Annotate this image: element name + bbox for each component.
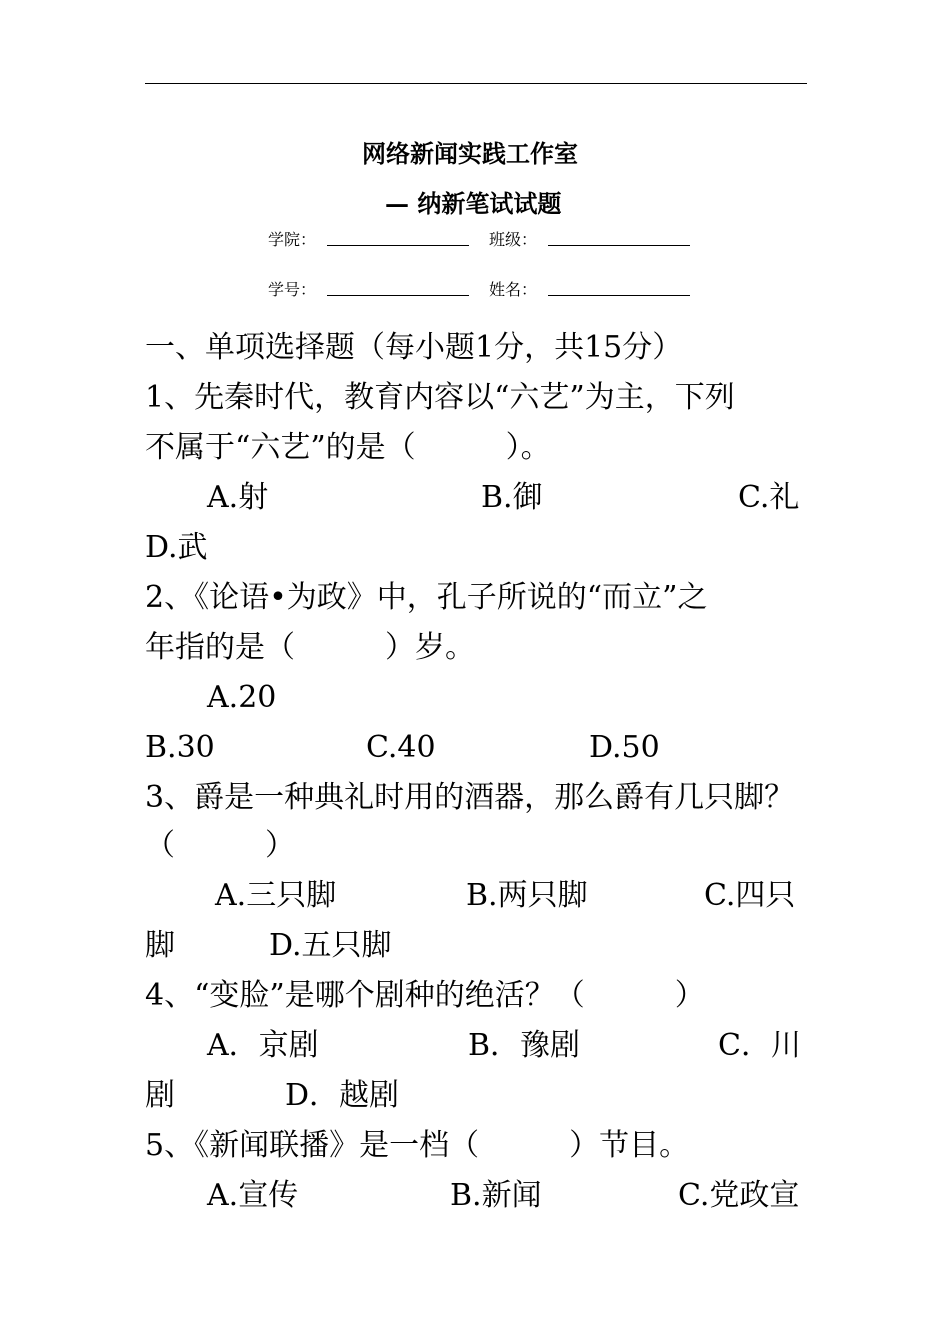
q4-option-d: D．越剧: [285, 1078, 400, 1113]
header-rule: [145, 83, 807, 84]
student-id-blank: [327, 295, 469, 296]
q3-option-c: C.四只: [704, 878, 796, 913]
document-subtitle: — 纳新笔试试题: [385, 189, 562, 218]
q5-option-b: B.新闻: [450, 1178, 542, 1213]
name-blank: [548, 295, 690, 296]
q2-option-a: A.20: [207, 680, 277, 715]
q1-option-c: C.礼: [738, 480, 800, 515]
section-heading: 一、单项选择题（每小题1分，共15分）: [145, 330, 683, 365]
q2-stem-line1: 2、《论语•为政》中，孔子所说的“而立”之: [145, 580, 708, 615]
q1-option-d: D.武: [145, 530, 208, 565]
document-title: 网络新闻实践工作室: [362, 139, 578, 168]
student-id-label: 学号：: [268, 280, 317, 299]
college-blank: [327, 245, 469, 246]
q2-option-c: C.40: [366, 730, 436, 765]
q2-stem-line2: 年指的是（ ）岁。: [145, 630, 475, 665]
q1-option-a: A.射: [207, 480, 269, 515]
q1-stem-line1: 1、先秦时代，教育内容以“六艺”为主，下列: [145, 380, 735, 415]
q4-option-b: B．豫剧: [468, 1028, 581, 1063]
name-label: 姓名：: [489, 280, 538, 299]
class-blank: [548, 245, 690, 246]
q3-option-d: D.五只脚: [269, 928, 392, 963]
q1-option-b: B.御: [481, 480, 543, 515]
q4-option-c: C．川: [718, 1028, 801, 1063]
q3-stem-line2: （ ）: [145, 828, 295, 863]
q3-option-c-cont: 脚: [145, 928, 175, 963]
q3-option-b: B.两只脚: [466, 878, 588, 913]
q2-option-d: D.50: [589, 730, 660, 765]
q4-stem-line1: 4、“变脸”是哪个剧种的绝活？（ ）: [145, 978, 705, 1013]
q1-stem-line2: 不属于“六艺”的是（ ）。: [145, 430, 551, 465]
q2-option-b: B.30: [145, 730, 215, 765]
college-label: 学院：: [268, 230, 317, 249]
q3-stem-line1: 3、爵是一种典礼时用的酒器，那么爵有几只脚？: [145, 780, 795, 815]
class-label: 班级：: [489, 230, 538, 249]
q5-option-c: C.党政宣: [678, 1178, 800, 1213]
q5-option-a: A.宣传: [207, 1178, 299, 1213]
q3-option-a: A.三只脚: [215, 878, 337, 913]
q5-stem-line1: 5、《新闻联播》是一档（ ）节目。: [145, 1128, 690, 1163]
q4-option-a: A．京剧: [207, 1028, 319, 1063]
q4-option-c-cont: 剧: [145, 1078, 175, 1113]
